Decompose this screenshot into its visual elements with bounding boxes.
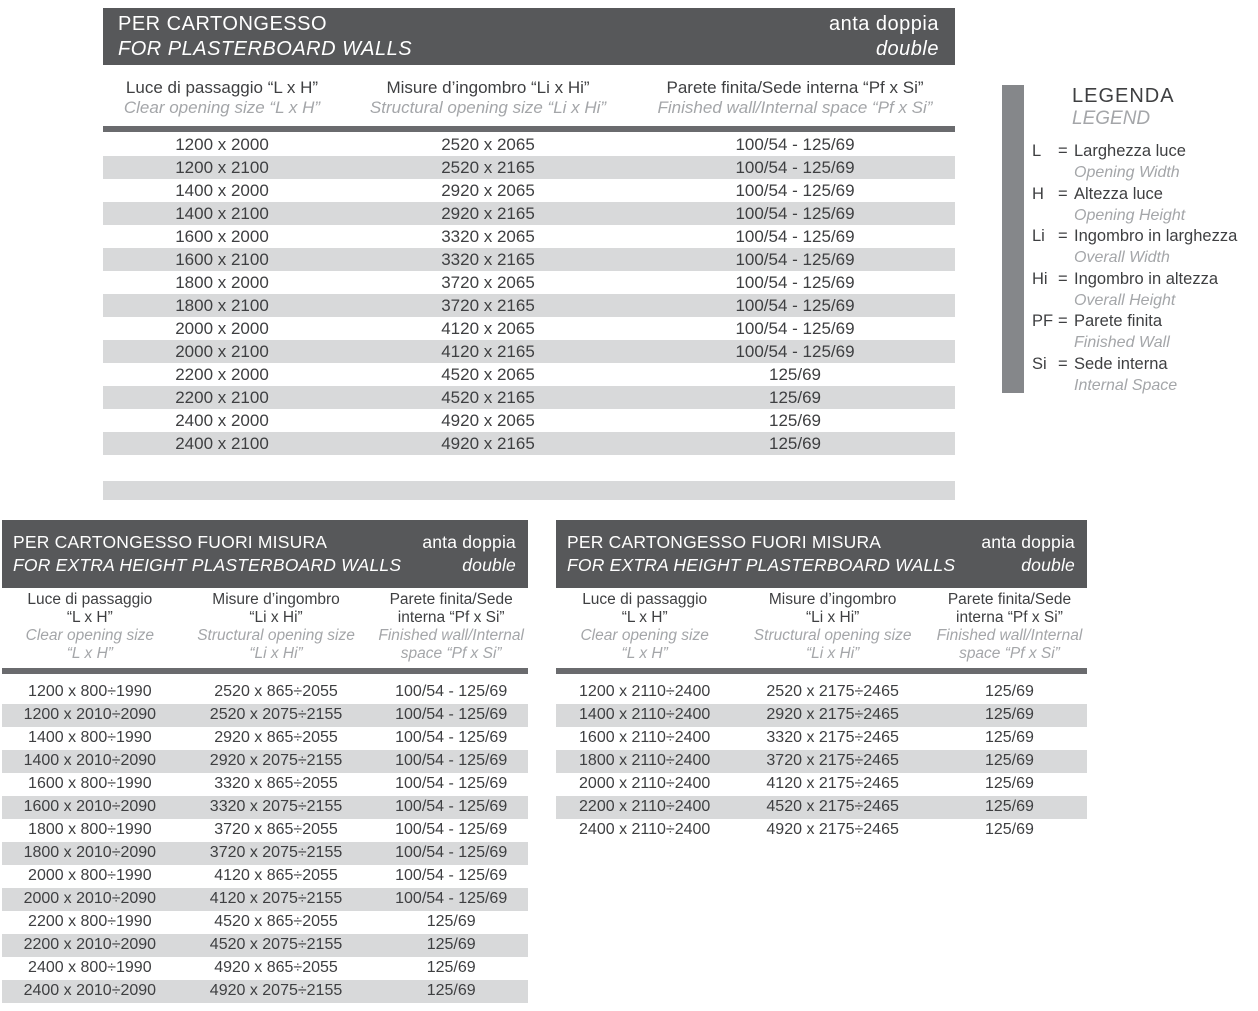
- column-label-english: Finished wall/Internal: [936, 627, 1083, 645]
- table-cell: 100/54 - 125/69: [395, 821, 508, 838]
- extra-height-table-right: [556, 520, 1087, 842]
- door-type-english: double: [1021, 555, 1075, 575]
- column-label-english: Clear opening size: [25, 627, 155, 645]
- table-cell: 125/69: [769, 433, 821, 453]
- table-cell: 125/69: [984, 821, 1034, 838]
- legend-term-italian: Altezza luce: [1074, 184, 1163, 203]
- legend-item-internal-space: [1032, 354, 1258, 397]
- header-divider-rule: [556, 668, 1087, 674]
- table-title-italian: PER CARTONGESSO FUORI MISURA: [13, 532, 328, 553]
- table-row: [103, 248, 955, 271]
- table-cell: 4520 x 865÷2055: [214, 913, 338, 930]
- table-row: [103, 432, 955, 455]
- table-cell: 125/69: [984, 752, 1034, 769]
- table-cell: 2200 x 800÷1990: [28, 913, 152, 930]
- table-cell: 2520 x 2065: [441, 134, 535, 154]
- column-label-italian: Luce di passaggio: [582, 591, 708, 608]
- column-label-italian: “Li x Hi”: [805, 609, 860, 627]
- table-cell: 4120 x 2075÷2155: [209, 890, 343, 907]
- table-cell: 125/69: [984, 798, 1034, 815]
- table-row: [103, 363, 955, 386]
- table-title-english: FOR EXTRA HEIGHT PLASTERBOARD WALLS: [567, 555, 956, 575]
- column-header-clear-opening: [2, 591, 178, 664]
- table-cell: 4520 x 2075÷2155: [209, 936, 343, 953]
- column-label-english: “L x H”: [66, 645, 113, 663]
- legend-term-english: Finished Wall: [1074, 334, 1170, 351]
- legend-term-italian: Larghezza luce: [1074, 142, 1186, 160]
- column-label-english: Structural opening size: [753, 627, 912, 645]
- table-cell: 2200 x 2100: [175, 387, 269, 407]
- equals-sign: =: [1058, 227, 1068, 245]
- column-label-italian: Misure d’ingombro “Li x Hi”: [386, 78, 590, 97]
- table-cell: 100/54 - 125/69: [395, 798, 508, 815]
- table-cell: 2520 x 2075÷2155: [209, 706, 343, 723]
- table-cell: 100/54 - 125/69: [735, 134, 855, 154]
- table-cell: 100/54 - 125/69: [395, 867, 508, 884]
- header-divider-rule: [103, 126, 955, 132]
- table-row: [2, 957, 528, 980]
- table-cell: 2200 x 2110÷2400: [579, 798, 711, 815]
- table-cell: 100/54 - 125/69: [395, 729, 508, 746]
- table-row: [2, 704, 528, 727]
- table-cell: 3720 x 2165: [441, 295, 535, 315]
- column-label-english: Finished wall/Internal: [378, 627, 524, 645]
- table-cell: 1600 x 2000: [175, 226, 269, 246]
- table-cell: 4920 x 2165: [441, 433, 535, 453]
- table-cell: 125/69: [426, 959, 476, 976]
- table-cell: 1800 x 2000: [175, 272, 269, 292]
- table-row: [556, 819, 1087, 842]
- table-cell: 4920 x 2065: [441, 410, 535, 430]
- table-cell: 3720 x 2065: [441, 272, 535, 292]
- table-cell: 1200 x 2010÷2090: [23, 706, 157, 723]
- column-header-structural-opening: [733, 591, 932, 664]
- door-type-italian: anta doppia: [981, 532, 1075, 553]
- table-row: [103, 317, 955, 340]
- door-type-english: double: [462, 555, 516, 575]
- door-type-italian: anta doppia: [422, 532, 516, 553]
- table-cell: 100/54 - 125/69: [395, 844, 508, 861]
- equals-sign: =: [1058, 354, 1068, 373]
- table-row: [2, 911, 528, 934]
- legend-term-italian: Ingombro in larghezza: [1074, 227, 1238, 245]
- column-label-english: “Li x Hi”: [249, 645, 303, 663]
- legend-term-english: Opening Height: [1074, 206, 1186, 224]
- table-cell: 100/54 - 125/69: [735, 180, 855, 200]
- legend-vertical-bar: [1002, 85, 1024, 393]
- table-cell: 2920 x 2165: [441, 203, 535, 223]
- table-cell: 3320 x 865÷2055: [214, 775, 338, 792]
- table-cell: 100/54 - 125/69: [735, 203, 855, 223]
- legend-item-opening-width: [1032, 141, 1258, 184]
- table-cell: 2000 x 2100: [175, 341, 269, 361]
- table-cell: 125/69: [426, 982, 476, 999]
- door-type-block: [422, 531, 516, 577]
- column-label-english: Clear opening size “L x H”: [123, 97, 321, 117]
- header-divider-rule: [2, 668, 528, 674]
- title-block: [13, 531, 401, 577]
- table-cell: 1200 x 2110÷2400: [579, 683, 711, 700]
- column-header-finished-wall: [932, 591, 1087, 664]
- legend-term-italian: Sede interna: [1074, 354, 1168, 373]
- table-cell: 1600 x 2010÷2090: [23, 798, 157, 815]
- legend-term-italian: Ingombro in altezza: [1074, 269, 1218, 288]
- table-cell: 1800 x 800÷1990: [28, 821, 152, 838]
- column-label-italian: Misure d’ingombro: [212, 591, 340, 608]
- table-cell: 1600 x 2110÷2400: [579, 729, 711, 746]
- table-cell: 125/69: [984, 729, 1034, 746]
- equals-sign: =: [1058, 312, 1068, 330]
- door-type-italian: anta doppia: [828, 12, 939, 35]
- table-title-english: FOR PLASTERBOARD WALLS: [118, 37, 413, 60]
- table-cell: 125/69: [769, 364, 821, 384]
- table-cell: 3720 x 2175÷2465: [766, 752, 899, 769]
- table-row: [103, 156, 955, 179]
- table-cell: 2000 x 800÷1990: [28, 867, 152, 884]
- legend-key: Si: [1032, 354, 1047, 373]
- equals-sign: =: [1058, 142, 1068, 160]
- table-cell: 100/54 - 125/69: [735, 318, 855, 338]
- column-label-italian: Parete finita/Sede interna “Pf x Si”: [666, 78, 924, 97]
- table-row: [2, 750, 528, 773]
- table-cell: 4120 x 865÷2055: [214, 867, 338, 884]
- table-row: [103, 271, 955, 294]
- table-cell: 2400 x 2010÷2090: [23, 982, 157, 999]
- table-title-english: FOR EXTRA HEIGHT PLASTERBOARD WALLS: [13, 555, 402, 575]
- table-row: [2, 934, 528, 957]
- door-type-english: double: [875, 37, 939, 60]
- table-row: [2, 681, 528, 704]
- legend-item-opening-height: [1032, 184, 1258, 227]
- table-cell: 2000 x 2110÷2400: [579, 775, 711, 792]
- table-cell: 3320 x 2075÷2155: [209, 798, 343, 815]
- column-header-clear-opening: [556, 591, 733, 664]
- legend-title-italian: LEGENDA: [1072, 85, 1175, 107]
- table-cell: 1400 x 2000: [175, 180, 269, 200]
- table-cell: 4120 x 2165: [441, 341, 535, 361]
- legend-key: H: [1032, 184, 1044, 203]
- title-block: [567, 531, 955, 577]
- table-body: [103, 133, 955, 455]
- table-row: [103, 294, 955, 317]
- column-label-italian: Misure d’ingombro: [768, 591, 897, 608]
- table-body: [2, 681, 528, 1003]
- table-cell: 125/69: [426, 936, 476, 953]
- column-label-english: Clear opening size: [580, 627, 709, 645]
- table-cell: 4120 x 2065: [441, 318, 535, 338]
- table-cell: 3720 x 2075÷2155: [209, 844, 343, 861]
- table-cell: 2000 x 2010÷2090: [23, 890, 157, 907]
- table-cell: 1600 x 800÷1990: [28, 775, 152, 792]
- table-cell: 3720 x 865÷2055: [214, 821, 338, 838]
- table-row: [556, 681, 1087, 704]
- table-row: [2, 727, 528, 750]
- table-cell: 2400 x 2110÷2400: [579, 821, 711, 838]
- table-cell: 4920 x 865÷2055: [214, 959, 338, 976]
- column-label-english: space “Pf x Si”: [959, 645, 1060, 663]
- column-label-english: Structural opening size: [197, 627, 355, 645]
- table-cell: 4520 x 2065: [441, 364, 535, 384]
- equals-sign: =: [1058, 184, 1068, 203]
- legend-term-english: Internal Space: [1074, 376, 1178, 394]
- title-block: [118, 12, 412, 62]
- table-cell: 4520 x 2175÷2465: [766, 798, 899, 815]
- table-cell: 2400 x 2000: [175, 410, 269, 430]
- table-cell: 2920 x 865÷2055: [214, 729, 338, 746]
- table-cell: 125/69: [984, 683, 1034, 700]
- table-row: [103, 340, 955, 363]
- table-cell: 3320 x 2165: [441, 249, 535, 269]
- column-header-structural-opening: [341, 78, 635, 117]
- door-type-block: [981, 531, 1075, 577]
- column-label-italian: Luce di passaggio: [27, 591, 153, 608]
- table-cell: 125/69: [984, 775, 1034, 792]
- table-row: [2, 796, 528, 819]
- column-label-italian: interna “Pf x Si”: [397, 609, 505, 627]
- table-cell: 100/54 - 125/69: [395, 775, 508, 792]
- legend-term-english: Opening Width: [1074, 164, 1180, 181]
- table-row: [103, 202, 955, 225]
- legend-item-finished-wall: [1032, 311, 1258, 354]
- table-cell: 100/54 - 125/69: [735, 295, 855, 315]
- table-cell: 125/69: [984, 706, 1034, 723]
- table-cell: 3320 x 2065: [441, 226, 535, 246]
- table-cell: 1200 x 2100: [175, 157, 269, 177]
- table-cell: 1800 x 2110÷2400: [579, 752, 711, 769]
- table-row: [103, 409, 955, 432]
- table-cell: 4920 x 2075÷2155: [209, 982, 343, 999]
- table-row: [103, 179, 955, 202]
- table-cell: 2520 x 2175÷2465: [766, 683, 899, 700]
- extra-left-title-bar: [2, 520, 528, 588]
- legend-item-overall-height: [1032, 269, 1258, 312]
- table-title-italian: PER CARTONGESSO FUORI MISURA: [567, 532, 882, 553]
- table-cell: 2000 x 2000: [175, 318, 269, 338]
- column-label-italian: interna “Pf x Si”: [956, 609, 1063, 627]
- table-cell: 2400 x 2100: [175, 433, 269, 453]
- table-cell: 125/69: [769, 410, 821, 430]
- column-headers: [556, 588, 1087, 668]
- table-cell: 2520 x 865÷2055: [214, 683, 338, 700]
- extra-right-title-bar: [556, 520, 1087, 588]
- column-header-structural-opening: [178, 591, 375, 664]
- table-cell: 100/54 - 125/69: [395, 752, 508, 769]
- table-cell: 1400 x 2110÷2400: [579, 706, 711, 723]
- legend-content: [1032, 85, 1258, 396]
- table-cell: 100/54 - 125/69: [395, 706, 508, 723]
- column-label-italian: “Li x Hi”: [249, 609, 303, 627]
- table-cell: 100/54 - 125/69: [735, 249, 855, 269]
- table-cell: 100/54 - 125/69: [395, 890, 508, 907]
- table-row: [103, 225, 955, 248]
- table-row: [556, 750, 1087, 773]
- legend-key: Li: [1032, 227, 1045, 245]
- column-header-clear-opening: [103, 78, 341, 117]
- column-header-finished-wall: [374, 591, 528, 664]
- legend-key: Hi: [1032, 269, 1048, 288]
- door-type-block: [829, 12, 939, 62]
- legend-term-english: Overall Width: [1074, 249, 1170, 266]
- table-body: [556, 681, 1087, 842]
- table-cell: 100/54 - 125/69: [735, 341, 855, 361]
- table-cell: 2200 x 2010÷2090: [23, 936, 157, 953]
- table-cell: 2920 x 2175÷2465: [766, 706, 899, 723]
- legend-key: PF: [1032, 312, 1054, 330]
- table-cell: 1200 x 2000: [175, 134, 269, 154]
- legend: [1002, 85, 1258, 396]
- table-cell: 125/69: [426, 913, 476, 930]
- table-cell: 4520 x 2165: [441, 387, 535, 407]
- table-cell: 100/54 - 125/69: [735, 226, 855, 246]
- table-cell: 1400 x 2100: [175, 203, 269, 223]
- column-label-english: “Li x Hi”: [805, 645, 860, 663]
- table-row: [103, 386, 955, 409]
- table-row: [2, 980, 528, 1003]
- table-cell: 1600 x 2100: [175, 249, 269, 269]
- empty-gray-strip: [103, 481, 955, 500]
- table-row: [2, 888, 528, 911]
- table-row: [2, 842, 528, 865]
- table-row: [556, 796, 1087, 819]
- table-row: [103, 133, 955, 156]
- column-label-english: “L x H”: [621, 645, 668, 663]
- table-row: [556, 773, 1087, 796]
- table-cell: 2920 x 2075÷2155: [209, 752, 343, 769]
- table-row: [2, 773, 528, 796]
- column-header-finished-wall: [635, 78, 955, 117]
- table-row: [556, 704, 1087, 727]
- table-cell: 1800 x 2010÷2090: [23, 844, 157, 861]
- table-cell: 100/54 - 125/69: [395, 683, 508, 700]
- plasterboard-table-title-bar: [103, 8, 955, 65]
- table-cell: 100/54 - 125/69: [735, 272, 855, 292]
- column-label-italian: Luce di passaggio “L x H”: [125, 78, 319, 97]
- table-cell: 4920 x 2175÷2465: [766, 821, 899, 838]
- column-headers: [2, 588, 528, 668]
- table-row: [2, 865, 528, 888]
- extra-height-table-left: [2, 520, 528, 1003]
- table-cell: 2520 x 2165: [441, 157, 535, 177]
- legend-term-english: Overall Height: [1074, 291, 1176, 309]
- legend-title-english: LEGEND: [1072, 108, 1151, 129]
- table-cell: 2400 x 800÷1990: [28, 959, 152, 976]
- column-label-english: Finished wall/Internal space “Pf x Si”: [657, 97, 933, 117]
- table-cell: 125/69: [769, 387, 821, 407]
- column-headers: [103, 65, 955, 126]
- table-cell: 1800 x 2100: [175, 295, 269, 315]
- table-row: [556, 727, 1087, 750]
- column-label-english: space “Pf x Si”: [400, 645, 502, 663]
- equals-sign: =: [1058, 269, 1068, 288]
- column-label-italian: “L x H”: [66, 609, 113, 627]
- table-cell: 1200 x 800÷1990: [28, 683, 152, 700]
- table-cell: 1400 x 2010÷2090: [23, 752, 157, 769]
- table-title-italian: PER CARTONGESSO: [118, 12, 328, 35]
- column-label-italian: “L x H”: [621, 609, 668, 627]
- table-cell: 1400 x 800÷1990: [28, 729, 152, 746]
- table-cell: 3320 x 2175÷2465: [766, 729, 899, 746]
- column-label-italian: Parete finita/Sede: [947, 591, 1072, 608]
- legend-item-overall-width: [1032, 226, 1258, 269]
- plasterboard-table: [103, 8, 955, 500]
- table-row: [2, 819, 528, 842]
- legend-term-italian: Parete finita: [1074, 312, 1163, 330]
- table-cell: 4120 x 2175÷2465: [766, 775, 899, 792]
- table-cell: 100/54 - 125/69: [735, 157, 855, 177]
- legend-key: L: [1032, 142, 1042, 160]
- table-cell: 2920 x 2065: [441, 180, 535, 200]
- column-label-english: Structural opening size “Li x Hi”: [369, 97, 607, 117]
- column-label-italian: Parete finita/Sede: [389, 591, 513, 608]
- table-cell: 2200 x 2000: [175, 364, 269, 384]
